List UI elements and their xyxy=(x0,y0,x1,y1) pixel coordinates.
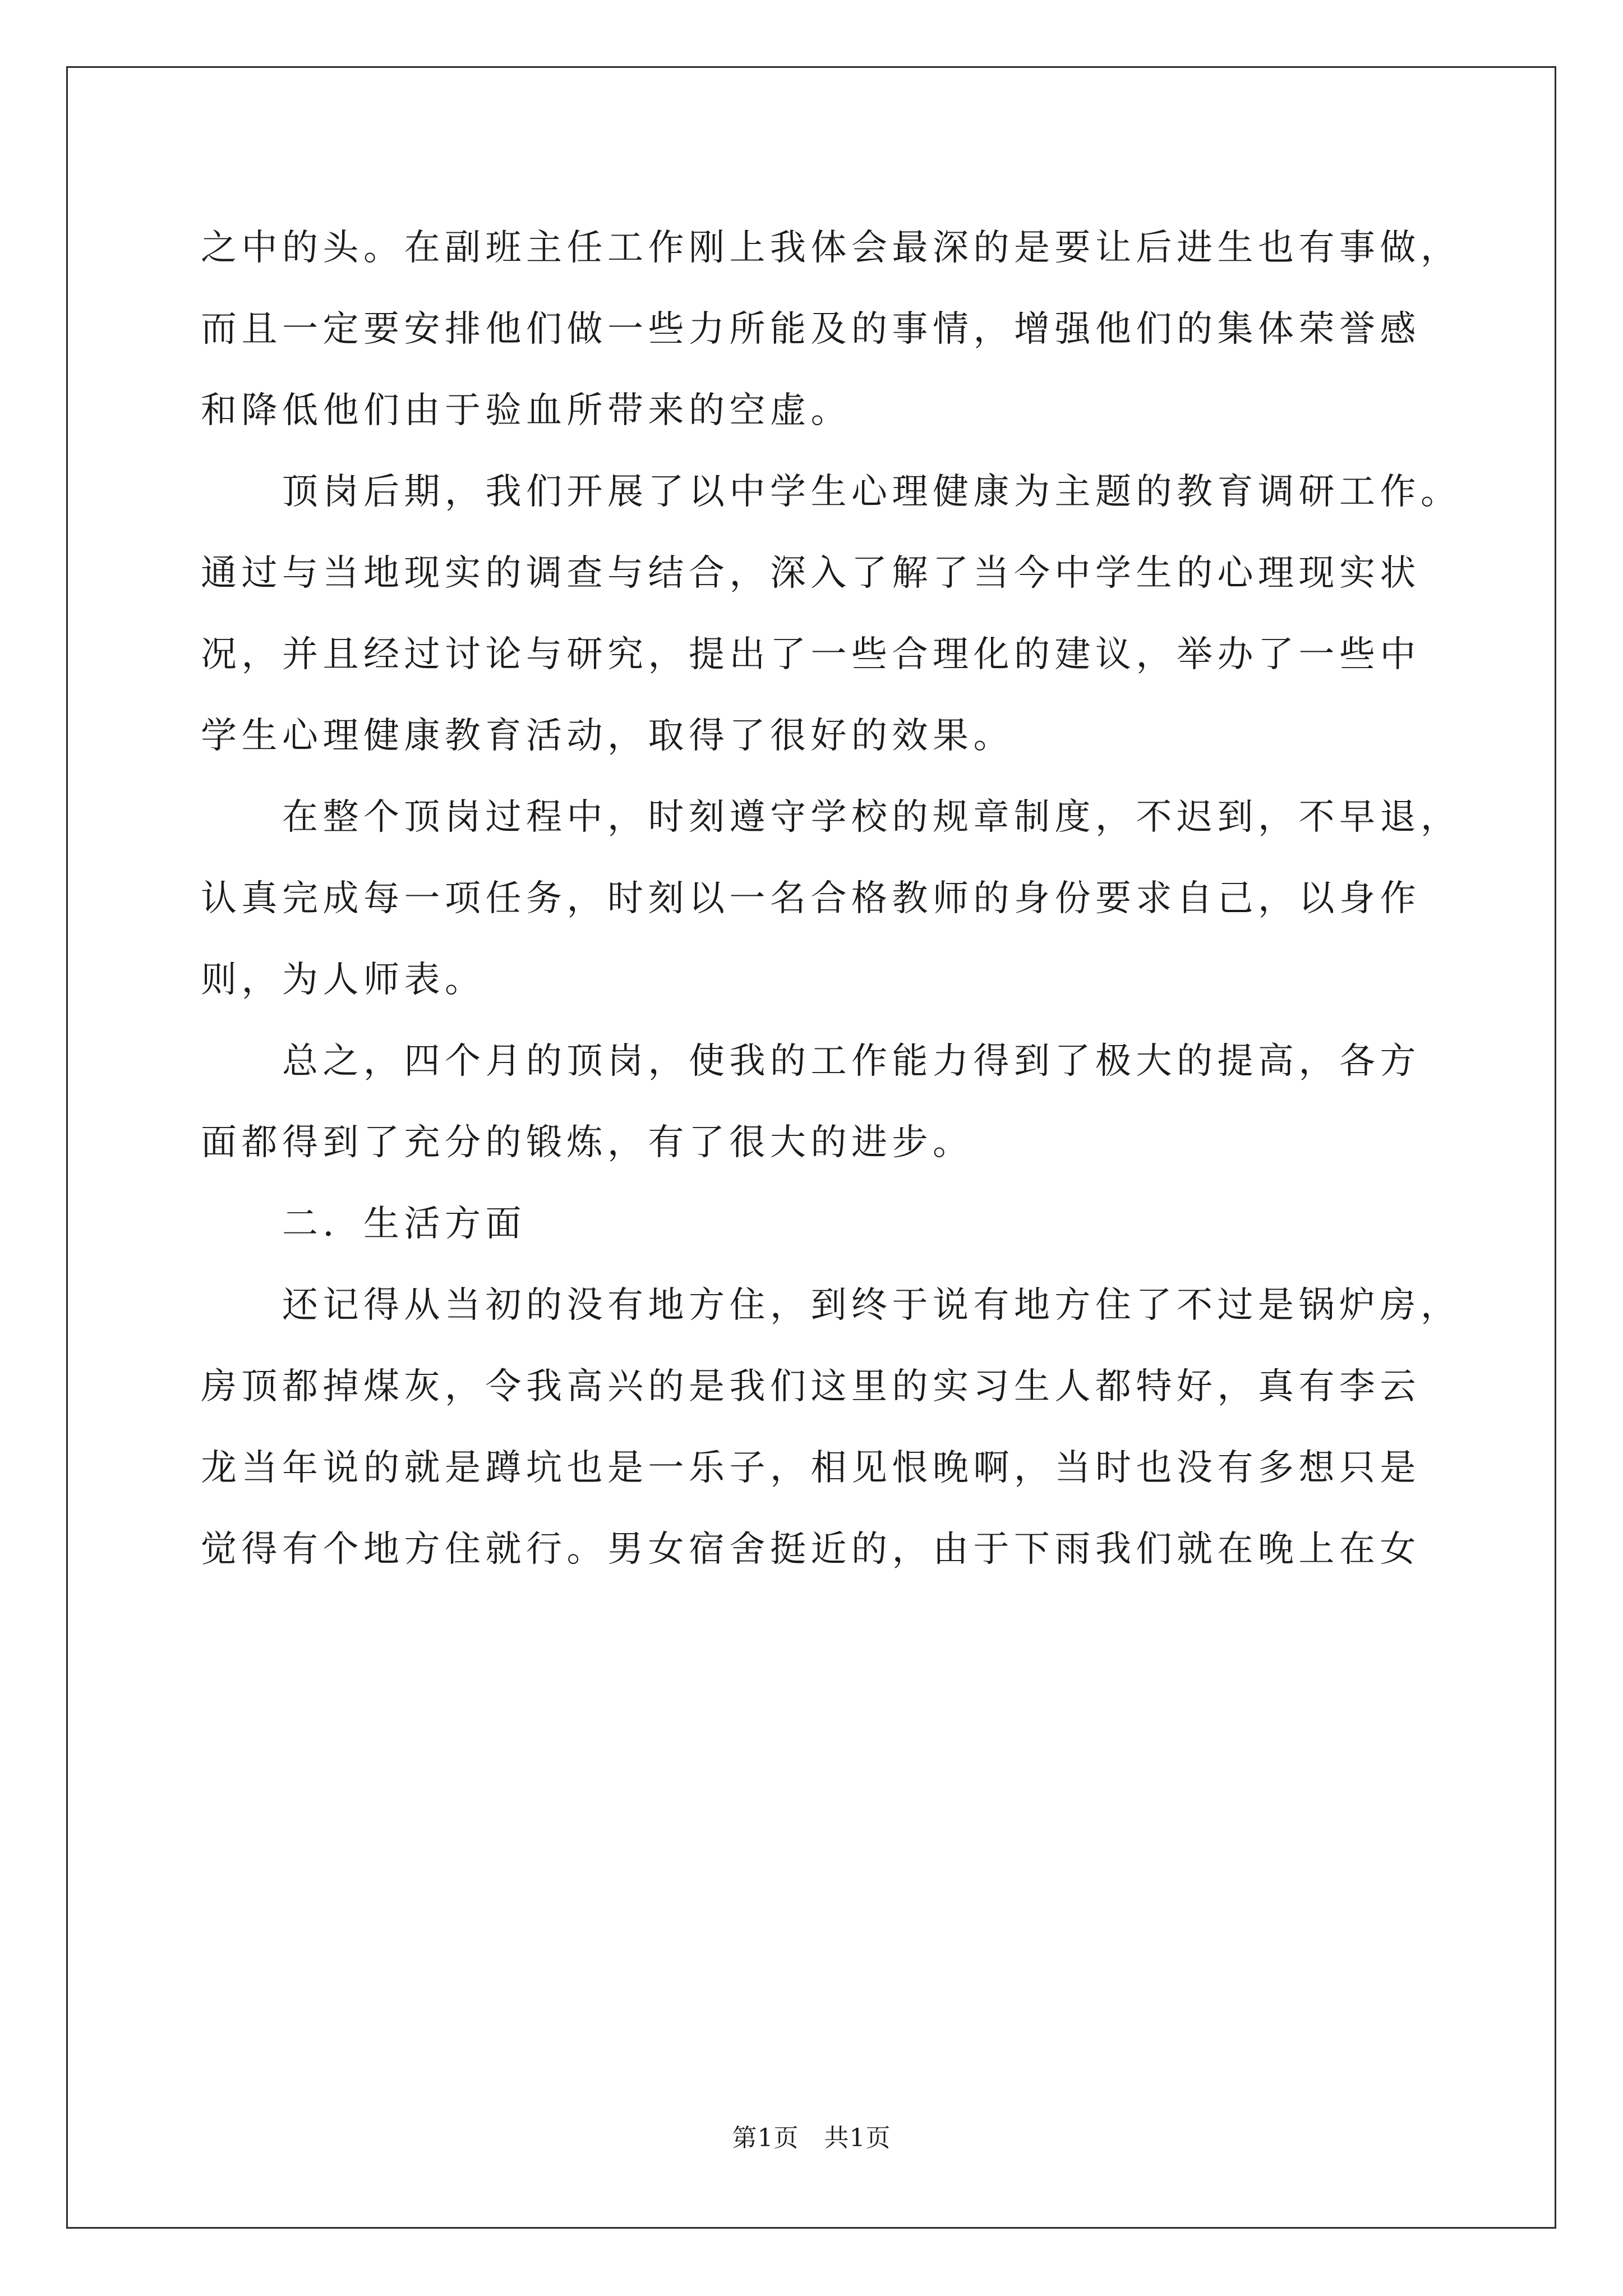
text-line: 顶岗后期，我们开展了以中学生心理健康为主题的教育调研工作。 xyxy=(282,471,1461,513)
text-line: 面都得到了充分的锻炼，有了很大的进步。 xyxy=(201,1122,974,1163)
text-line: 认真完成每一项任务，时刻以一名合格教师的身份要求自己，以身作 xyxy=(201,878,1421,919)
text-line: 则，为人师表。 xyxy=(201,959,486,1001)
text-line: 龙当年说的就是蹲坑也是一乐子，相见恨晚啊，当时也没有多想只是 xyxy=(201,1447,1421,1489)
section-heading xyxy=(201,1184,1435,1265)
paragraph xyxy=(201,1021,1435,1184)
text-line: 总之，四个月的顶岗，使我的工作能力得到了极大的提高，各方 xyxy=(282,1041,1421,1082)
text-line: 而且一定要安排他们做一些力所能及的事情，增强他们的集体荣誉感 xyxy=(201,309,1421,350)
text-line: 房顶都掉煤灰，令我高兴的是我们这里的实习生人都特好，真有李云 xyxy=(201,1366,1421,1407)
text-line: 和降低他们由于验血所带来的空虚。 xyxy=(201,390,851,431)
text-line: 通过与当地现实的调查与结合，深入了解了当今中学生的心理现实状 xyxy=(201,553,1421,594)
paragraph xyxy=(201,1265,1461,1590)
text-line: 在整个顶岗过程中，时刻遵守学校的规章制度，不迟到，不早退， xyxy=(282,797,1461,838)
paragraph xyxy=(201,208,1461,452)
paragraph xyxy=(201,777,1461,1021)
page-total: 共1页 xyxy=(824,2124,891,2152)
text-line: 学生心理健康教育活动，取得了很好的效果。 xyxy=(201,715,1014,757)
page-footer xyxy=(0,2122,1623,2155)
text-line: 况，并且经过讨论与研究，提出了一些合理化的建议，举办了一些中 xyxy=(201,634,1421,675)
text-line: 之中的头。在副班主任工作刚上我体会最深的是要让后进生也有事做， xyxy=(201,227,1461,269)
paragraph xyxy=(201,452,1461,777)
section-heading-text: 二．生活方面 xyxy=(282,1203,526,1245)
page-number: 第1页 xyxy=(732,2124,799,2152)
text-line: 觉得有个地方住就行。男女宿舍挺近的，由于下雨我们就在晚上在女 xyxy=(201,1529,1421,1570)
text-line: 还记得从当初的没有地方住，到终于说有地方住了不过是锅炉房， xyxy=(282,1285,1461,1326)
document-body xyxy=(201,208,1461,1590)
